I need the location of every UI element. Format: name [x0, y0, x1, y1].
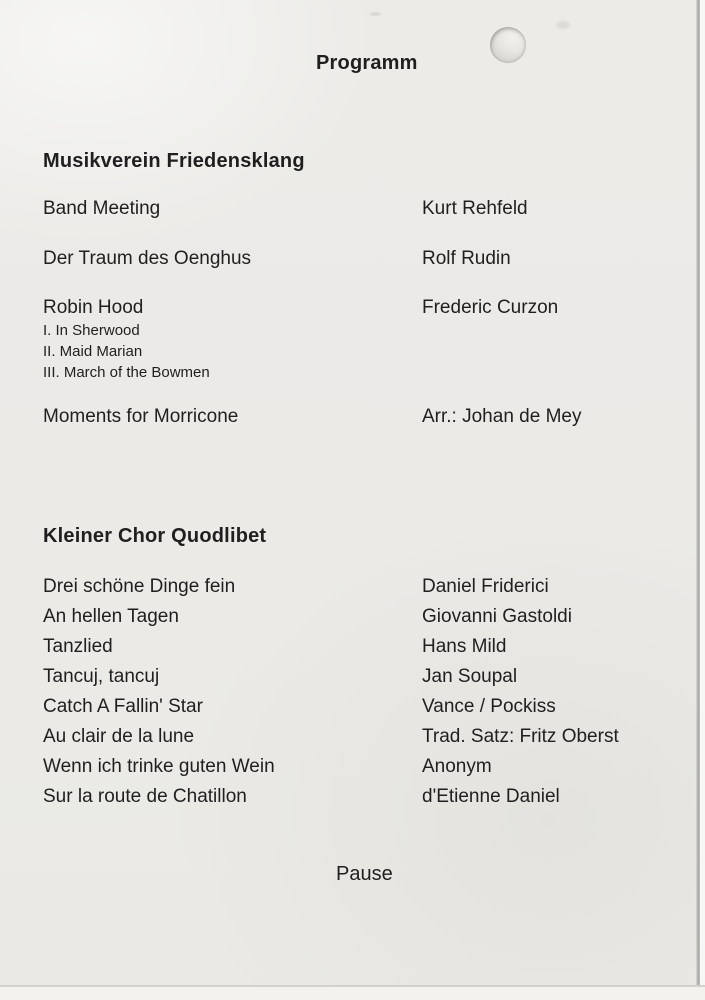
- composer-name: Giovanni Gastoldi: [422, 606, 572, 627]
- piece-title: Sur la route de Chatillon: [43, 786, 247, 807]
- section-heading-kleiner-chor: Kleiner Chor Quodlibet: [43, 525, 267, 547]
- piece-title: Au clair de la lune: [43, 726, 195, 747]
- composer-name: Jan Soupal: [422, 666, 518, 687]
- composer-name: Vance / Pockiss: [422, 696, 556, 717]
- piece-title: Drei schöne Dinge fein: [43, 576, 236, 597]
- piece-title: Robin Hood: [43, 297, 144, 318]
- scan-edge-strip: [700, 0, 705, 1000]
- piece-title: Der Traum des Oenghus: [43, 248, 252, 269]
- movement-line: II. Maid Marian: [43, 343, 143, 360]
- pause-label: Pause: [336, 863, 393, 885]
- piece-title: Tancuj, tancuj: [43, 666, 160, 687]
- composer-name: d'Etienne Daniel: [422, 786, 560, 807]
- scan-bottom-edge: [0, 985, 705, 1000]
- page-title: Programm: [316, 52, 418, 74]
- piece-title: Catch A Fallin' Star: [43, 696, 203, 717]
- composer-name: Rolf Rudin: [422, 248, 511, 269]
- composer-name: Anonym: [422, 756, 492, 777]
- section-heading-musikverein: Musikverein Friedensklang: [43, 150, 305, 172]
- composer-name: Frederic Curzon: [422, 297, 559, 318]
- piece-title: An hellen Tagen: [43, 606, 179, 627]
- piece-title: Tanzlied: [43, 636, 113, 657]
- movement-line: III. March of the Bowmen: [43, 364, 210, 381]
- paper-smudge: [556, 21, 570, 29]
- composer-name: Trad. Satz: Fritz Oberst: [422, 726, 619, 747]
- piece-title: Wenn ich trinke guten Wein: [43, 756, 275, 777]
- movement-line: I. In Sherwood: [43, 322, 140, 339]
- piece-title: Moments for Morricone: [43, 406, 239, 427]
- hole-punch: [490, 27, 526, 63]
- scan-edge-line: [696, 0, 700, 992]
- composer-name: Hans Mild: [422, 636, 507, 657]
- composer-name: Daniel Friderici: [422, 576, 549, 597]
- paper-speck: [370, 12, 381, 16]
- piece-title: Band Meeting: [43, 198, 161, 219]
- movement-list: [43, 320, 210, 383]
- composer-name: Kurt Rehfeld: [422, 198, 528, 219]
- composer-name: Arr.: Johan de Mey: [422, 406, 582, 427]
